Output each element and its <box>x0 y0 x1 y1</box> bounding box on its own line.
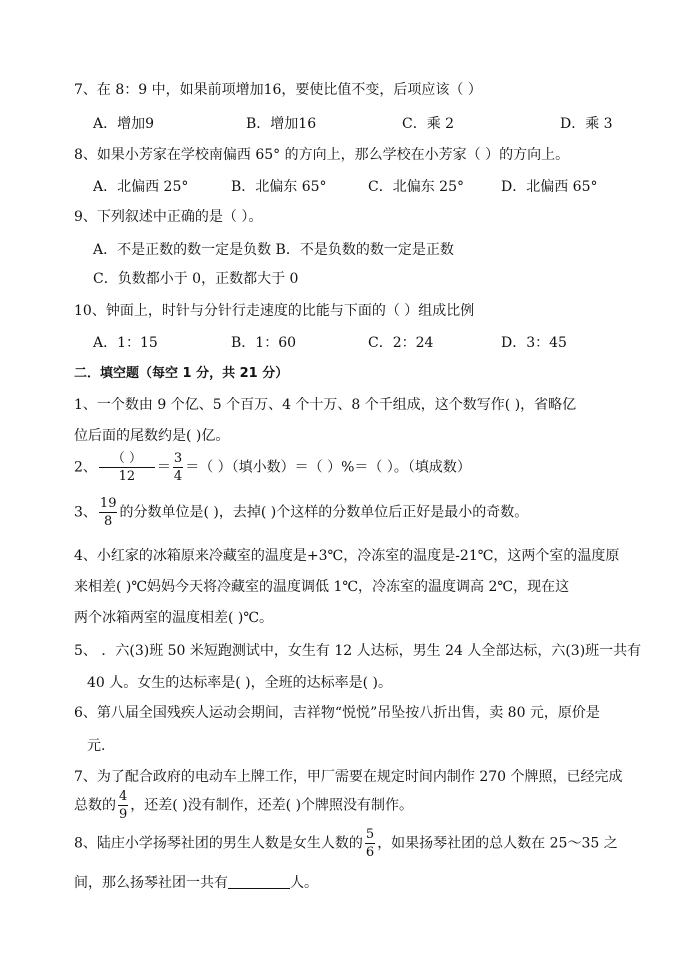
equals-sign: ＝ <box>156 459 171 476</box>
fill-2-rest: ＝（ ）（填小数）＝（ ）%＝（ ）。（填成数） <box>185 459 471 476</box>
q8-option-c: C．北偏东 25° <box>368 179 464 195</box>
fraction-denominator: 12 <box>118 469 136 484</box>
section-heading: 二．填空题（每空 1 分，共 21 分） <box>74 366 289 381</box>
fraction-numerator: （ ） <box>99 452 155 468</box>
fill-6-line-1: 6、第八届全国残疾人运动会期间，吉祥物“悦悦”吊坠按八折出售，卖 80 元，原价是 <box>74 705 600 721</box>
fraction-numerator: 19 <box>99 496 117 511</box>
fill-6-line-2: 元. <box>87 738 106 754</box>
question-9: 9、下列叙述中正确的是（ ）。 <box>74 209 263 225</box>
fill-4-line-3: 两个冰箱两室的温度相差( )℃。 <box>74 610 274 626</box>
question-10: 10、钟面上，时针与分针行走速度的比能与下面的（ ）组成比例 <box>74 303 475 319</box>
fill-4-line-1: 4、小红家的冰箱原来冷藏室的温度是+3℃，冷冻室的温度是-21℃，这两个室的温度原 <box>74 548 620 564</box>
fill-8-prefix: 8、陆庄小学扬琴社团的男生人数是女生人数的 <box>74 835 363 852</box>
q9-options-ab: A．不是正数的数一定是负数 B．不是负数的数一定是正数 <box>93 242 454 258</box>
fill-1-line-2: 位后面的尾数约是( )亿。 <box>74 428 230 444</box>
fill-8-line-2-suffix: 人。 <box>290 875 318 891</box>
fraction-three-quarters <box>173 452 183 483</box>
q7-option-c: C．乘 2 <box>402 116 455 132</box>
question-8: 8、如果小芳家在学校南偏西 65° 的方向上，那么学校在小芳家（ ）的方向上。 <box>74 147 570 163</box>
fill-8-line-2 <box>74 876 318 890</box>
fill-4-line-2: 来相差( )℃妈妈今天将冷藏室的温度调低 1℃，冷冻室的温度调高 2℃，现在这 <box>74 579 570 595</box>
fill-7-prefix: 总数的 <box>74 797 116 814</box>
fill-3-rest: 的分数单位是( )，去掉( )个这样的分数单位后正好是最小的奇数。 <box>119 504 529 521</box>
fill-5-line-1: 5、 ．六(3)班 50 米短跑测试中，女生有 12 人达标，男生 24 人全部达标，六(3)班一共有 <box>74 643 642 659</box>
fill-2 <box>74 452 471 483</box>
fill-7-line-2 <box>74 790 413 821</box>
fill-3 <box>74 497 528 528</box>
q7-option-b: B．增加16 <box>246 116 317 132</box>
q9-option-c: C．负数都小于 0，正数都大于 0 <box>93 271 299 287</box>
fraction-19-over-8 <box>99 497 118 528</box>
fill-3-prefix: 3、 <box>74 504 97 521</box>
q7-option-a: A．增加9 <box>93 116 155 132</box>
fraction-4-over-9 <box>118 790 128 821</box>
q10-option-d: D．3：45 <box>501 335 567 351</box>
fraction-denominator: 6 <box>365 845 375 860</box>
fill-8-line-1 <box>74 828 618 859</box>
fraction-numerator: 3 <box>173 451 183 466</box>
fraction-numerator: 5 <box>365 827 375 842</box>
question-7: 7、在 8：9 中，如果前项增加16，要使比值不变，后项应该（ ） <box>74 82 482 98</box>
fill-5-line-2: 40 人。女生的达标率是( )，全班的达标率是( )。 <box>87 675 393 691</box>
q8-option-d: D．北偏西 65° <box>501 179 598 195</box>
fraction-denominator: 9 <box>119 807 128 822</box>
fill-8-line-2-prefix: 间，那么扬琴社团一共有 <box>74 875 228 891</box>
q10-option-b: B．1：60 <box>231 335 297 351</box>
fill-2-prefix: 2、 <box>74 459 97 476</box>
fraction-denominator: 8 <box>104 514 113 529</box>
q8-option-b: B．北偏东 65° <box>231 179 327 195</box>
q10-option-a: A．1：15 <box>93 335 158 351</box>
fill-7-line-1: 7、为了配合政府的电动车上牌工作，甲厂需要在规定时间内制作 270 个牌照，已经完成 <box>74 769 623 785</box>
fraction-numerator: 4 <box>119 789 128 804</box>
fraction-blank-over-12 <box>99 452 155 483</box>
fill-8-rest: ，如果扬琴社团的总人数在 25～35 之 <box>377 835 618 852</box>
fill-1-line-1: 1、一个数由 9 个亿、5 个百万、4 个十万、8 个千组成，这个数写作( )，省略亿 <box>74 397 577 413</box>
q7-option-d: D．乘 3 <box>560 116 613 132</box>
q8-option-a: A．北偏西 25° <box>93 179 189 195</box>
fill-7-rest: ，还差( )没有制作，还差( )个牌照没有制作。 <box>130 797 414 814</box>
fraction-5-over-6 <box>365 828 375 859</box>
fraction-denominator: 4 <box>173 469 183 484</box>
q10-option-c: C．2：24 <box>368 335 434 351</box>
answer-blank <box>228 876 290 889</box>
